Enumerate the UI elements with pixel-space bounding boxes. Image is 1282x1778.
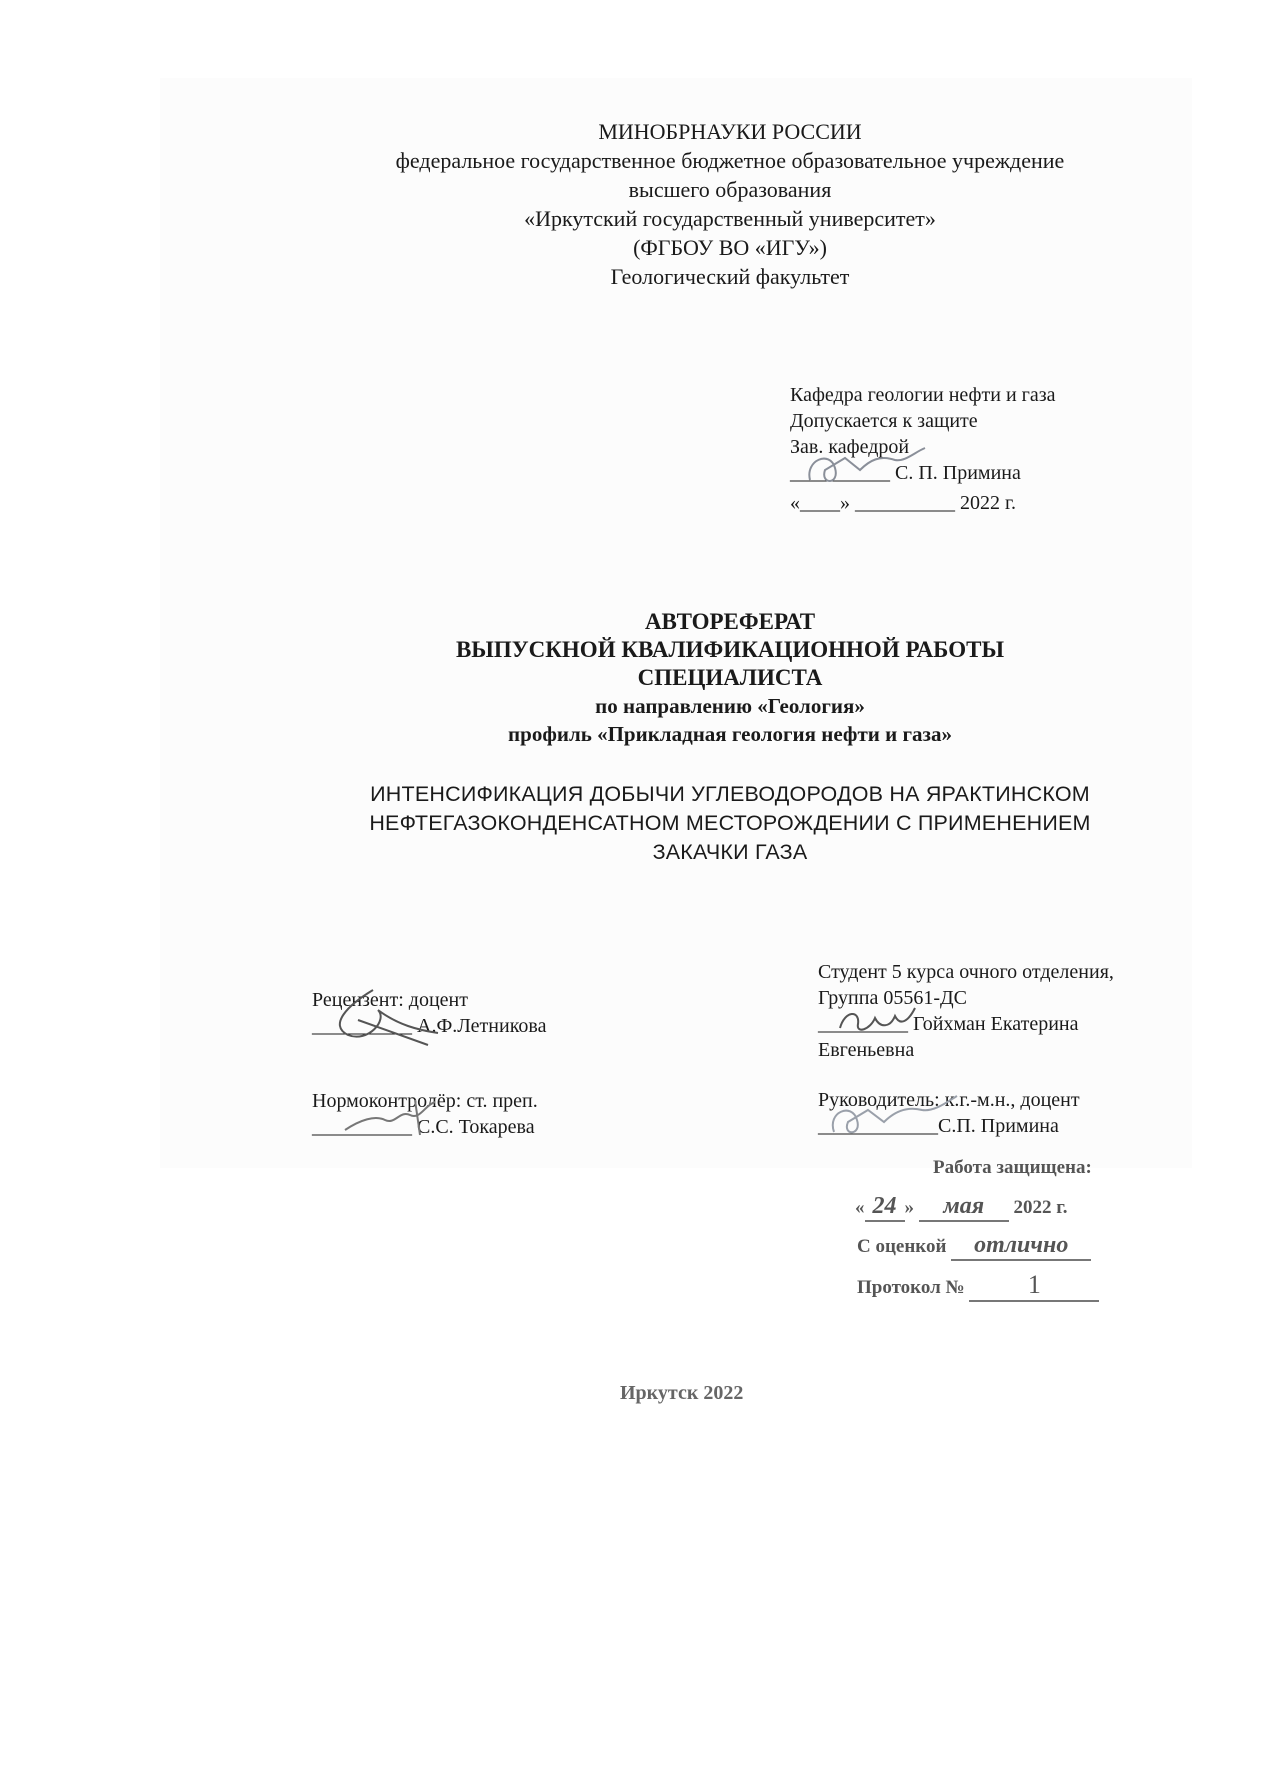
grade-value: отлично <box>951 1232 1091 1261</box>
normcontrol-signature-line: __________ С.С. Токарева <box>312 1116 535 1138</box>
defense-year: 2022 г. <box>1013 1197 1068 1218</box>
group-number: Группа 05561-ДС <box>818 987 967 1009</box>
education-level: высшего образования <box>628 177 832 202</box>
faculty: Геологический факультет <box>610 264 850 289</box>
normcontrol-signature <box>340 1090 450 1140</box>
protocol-label: Протокол № <box>857 1277 965 1298</box>
university-name: «Иркутский государственный университет» <box>524 206 936 231</box>
defense-date-line <box>855 1193 1105 1222</box>
student-patronymic: Евгеньевна <box>818 1039 915 1061</box>
topic-line-2: НЕФТЕГАЗОКОНДЕНСАТНОМ МЕСТОРОЖДЕНИИ С ПРИМЕНЕНИЕМ <box>369 811 1091 835</box>
grade-row <box>857 1232 1091 1261</box>
approval-date-line: «____» __________ 2022 г. <box>790 492 1016 514</box>
title-line-1: АВТОРЕФЕРАТ <box>644 609 816 634</box>
ministry: МИНОБРНАУКИ РОССИИ <box>598 119 862 144</box>
institution-type: федеральное государственное бюджетное образовательное учреждение <box>395 148 1065 173</box>
reviewer-label: Рецензент: доцент <box>312 989 468 1011</box>
supervisor-signature-line: ____________С.П. Примина <box>818 1115 1059 1137</box>
university-abbr: (ФГБОУ ВО «ИГУ») <box>633 235 827 260</box>
student-label: Студент 5 курса очного отделения, <box>818 961 1114 983</box>
title-block <box>300 608 1160 748</box>
direction-line: по направлению «Геология» <box>595 694 865 718</box>
date-close-quote: » <box>904 1197 914 1218</box>
normcontrol-label: Нормоконтролёр: ст. преп. <box>312 1090 538 1112</box>
supervisor-signature <box>822 1090 962 1140</box>
thesis-topic <box>300 780 1160 867</box>
supervisor-label: Руководитель: к.г.-м.н., доцент <box>818 1089 1080 1111</box>
reviewer-signature-line: __________ А.Ф.Летникова <box>312 1015 547 1037</box>
student-signature-line: _________ Гойхман Екатерина <box>818 1013 1079 1035</box>
title-line-3: СПЕЦИАЛИСТА <box>637 665 823 690</box>
reviewer-signature <box>318 985 448 1055</box>
header-block <box>330 117 1130 291</box>
admitted-label: Допускается к защите <box>790 410 978 432</box>
student-signature <box>830 1000 920 1040</box>
grade-label: С оценкой <box>857 1236 947 1257</box>
protocol-number: 1 <box>969 1270 1099 1302</box>
profile-line: профиль «Прикладная геология нефти и газа» <box>508 722 952 746</box>
head-signature-line: __________ С. П. Примина <box>790 462 1021 484</box>
department: Кафедра геологии нефти и газа <box>790 384 1056 406</box>
date-open-quote: « <box>855 1197 865 1218</box>
defense-day: 24 <box>865 1193 905 1222</box>
topic-line-3: ЗАКАЧКИ ГАЗА <box>652 840 808 864</box>
topic-line-1: ИНТЕНСИФИКАЦИЯ ДОБЫЧИ УГЛЕВОДОРОДОВ НА ЯРАКТИНСКОМ <box>370 782 1090 806</box>
defended-label: Работа защищена: <box>933 1157 1092 1178</box>
head-label: Зав. кафедрой <box>790 436 910 458</box>
city-year: Иркутск 2022 <box>620 1382 744 1404</box>
protocol-row <box>857 1270 1099 1302</box>
title-line-2: ВЫПУСКНОЙ КВАЛИФИКАЦИОННОЙ РАБОТЫ <box>455 637 1005 662</box>
defense-month: мая <box>919 1193 1009 1222</box>
head-signature <box>800 440 930 490</box>
